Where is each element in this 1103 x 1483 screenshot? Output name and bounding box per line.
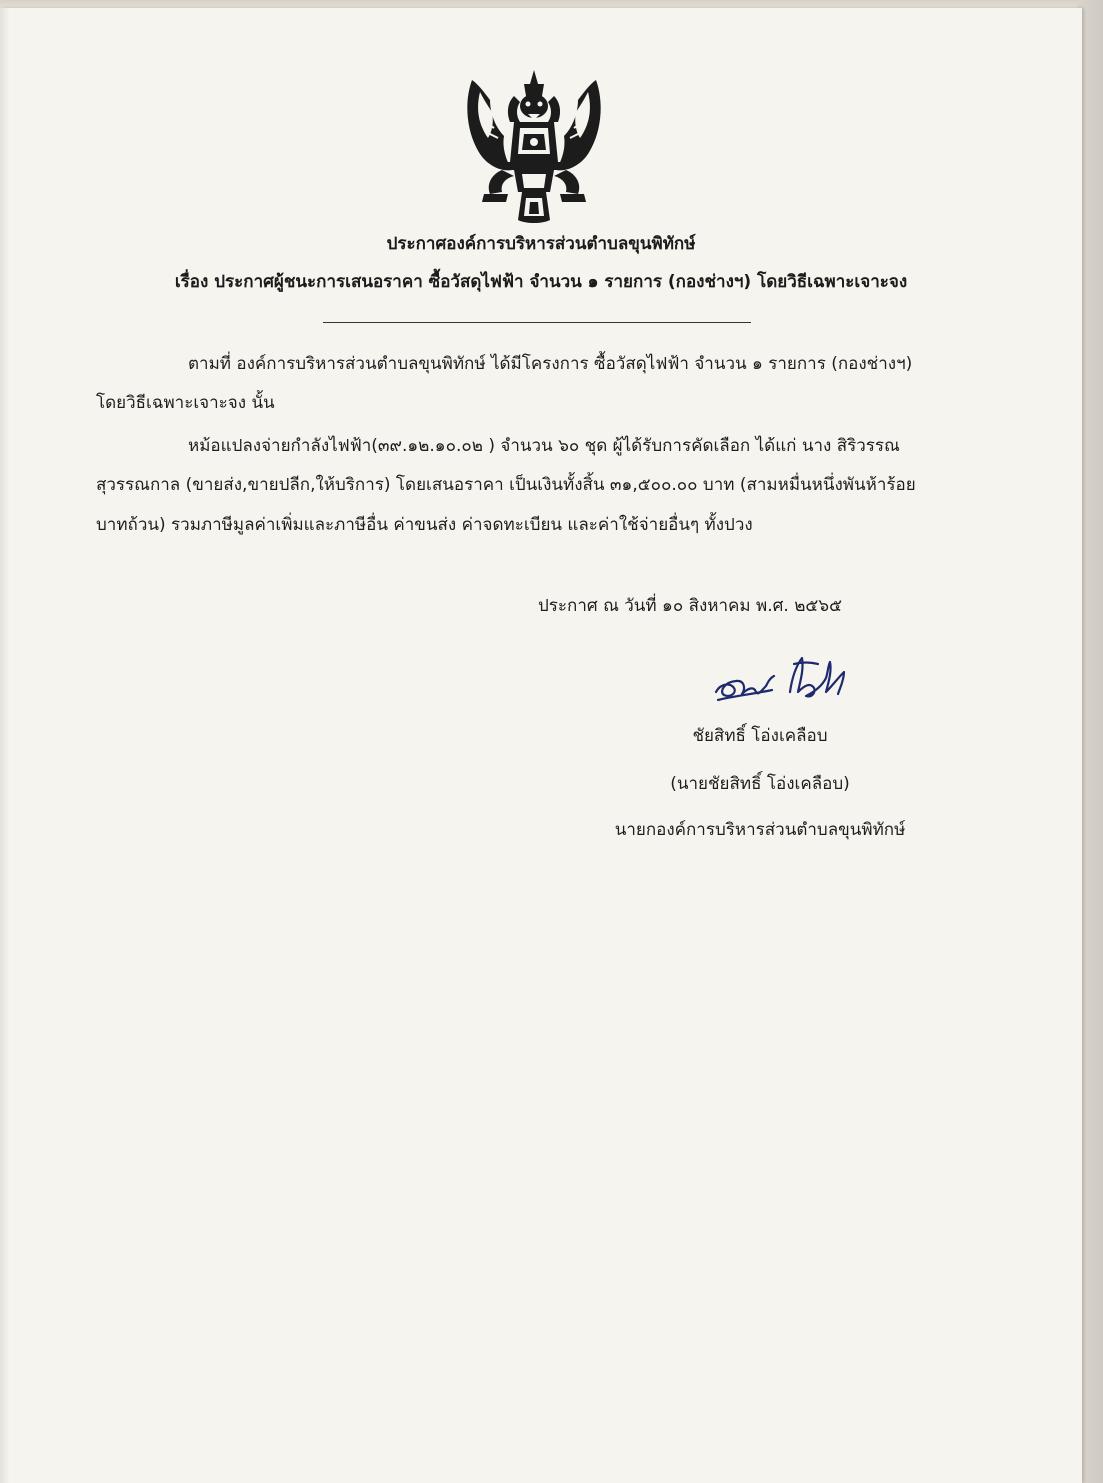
body-paragraph-2-line-1: หม้อแปลงจ่ายกำลังไฟฟ้า(๓๙.๑๒.๑๐.๐๒ ) จำนวน ๖๐ ชุด ผู้ได้รับการคัดเลือก ได้แก่ นาง สิริวรรณ (188, 436, 900, 456)
document-subject: เรื่อง ประกาศผู้ชนะการเสนอราคา ซื้อวัสดุไฟฟ้า จำนวน ๑ รายการ (กองช่างฯ) โดยวิธีเฉพาะเจาะจง (174, 272, 908, 292)
body-paragraph-1-line-1: ตามที่ องค์การบริหารส่วนตำบลขุนพิทักษ์ ได้มีโครงการ ซื้อวัสดุไฟฟ้า จำนวน ๑ รายการ (กองช่างฯ) (188, 354, 913, 374)
announcement-date: ประกาศ ณ วันที่ ๑๐ สิงหาคม พ.ศ. ๒๕๖๕ (538, 596, 842, 616)
body-paragraph-2-line-2: สุวรรณกาล (ขายส่ง,ขายปลีก,ให้บริการ) โดยเสนอราคา เป็นเงินทั้งสิ้น ๓๑,๕๐๐.๐๐ บาท (สามหมื่นหนึ่งพันห้าร้อย (96, 475, 916, 495)
signatory-position: นายกองค์การบริหารส่วนตำบลขุนพิทักษ์ (614, 820, 906, 840)
document-title: ประกาศองค์การบริหารส่วนตำบลขุนพิทักษ์ (386, 234, 696, 254)
title-divider (323, 322, 751, 323)
signatory-name: ชัยสิทธิ์ โอ่งเคลือบ (692, 726, 828, 746)
signatory-full-name: (นายชัยสิทธิ์ โอ่งเคลือบ) (670, 774, 850, 794)
garuda-emblem-icon (462, 62, 606, 226)
body-paragraph-1-line-2: โดยวิธีเฉพาะเจาะจง นั้น (96, 393, 275, 413)
body-paragraph-2-line-3: บาทถ้วน) รวมภาษีมูลค่าเพิ่มและภาษีอื่น ค่าขนส่ง ค่าจดทะเบียน และค่าใช้จ่ายอื่นๆ ทั้งปวง (96, 515, 753, 535)
handwritten-signature-icon (710, 648, 855, 708)
document-page (0, 8, 1082, 1483)
